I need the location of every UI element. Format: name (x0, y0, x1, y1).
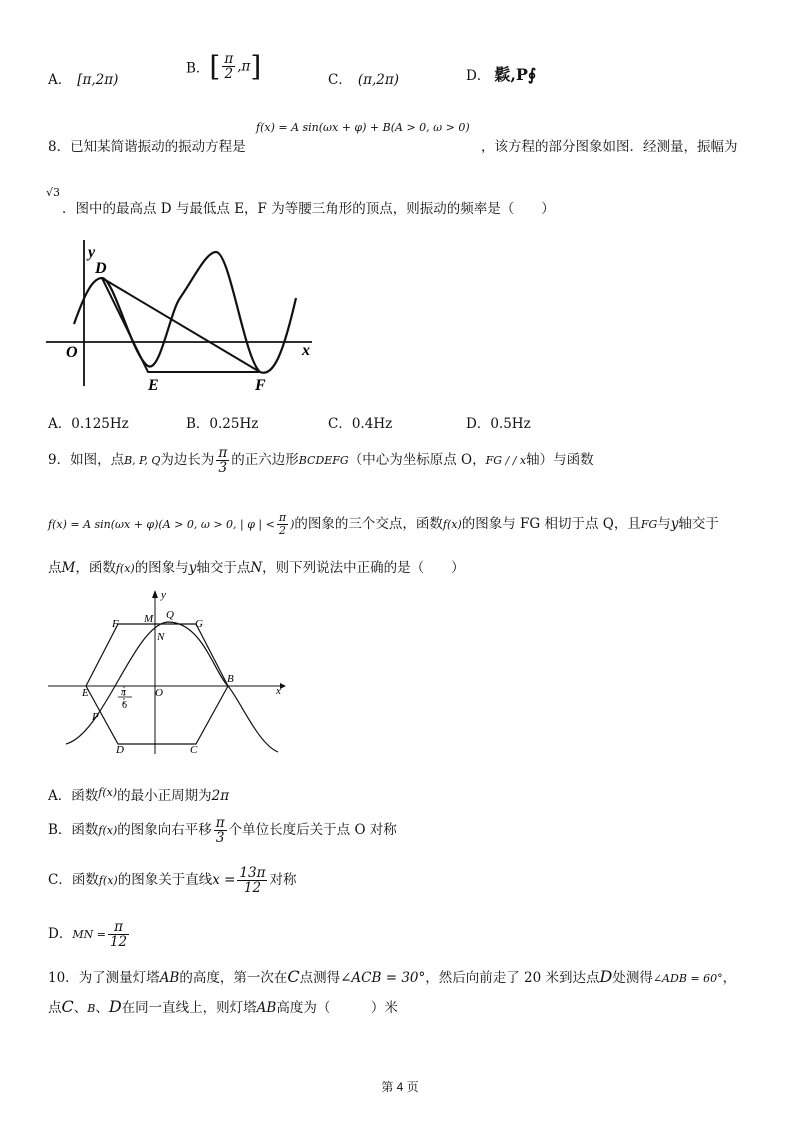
q9-line2: f(x) = A sin(ωx + φ)(A > 0, ω > 0, | φ | < $\frac{\pi}{2}$ )的图象的三个交点，函数f(x)的图象与 FG 相切于点 Q，且FG与y轴交于 (48, 511, 719, 537)
q8-label-d: D (95, 260, 107, 277)
q9-label-m: M (144, 613, 154, 625)
q9-label-q: Q (166, 609, 174, 621)
q9-label-o: O (155, 687, 163, 699)
q9-label-x: x (276, 685, 281, 697)
q8-sine-curve (74, 252, 296, 373)
page-number: 第 4 页 (381, 1080, 419, 1094)
q8-label-x: x (302, 342, 310, 359)
q9-label-e: E (82, 687, 89, 699)
q9-label-pi: π (121, 687, 127, 698)
q8-option-a: A．0.125Hz (48, 416, 129, 432)
q9-sine-curve (66, 622, 278, 752)
q8-sqrt3: √3 (46, 186, 61, 199)
q8-label-y: y (88, 244, 96, 261)
q8-line1: 8．已知某简谐振动的振动方程是 (48, 139, 246, 155)
q9-figure (44, 584, 294, 760)
q7-option-b: B．[ $\frac{\pi}{2}$ ,π] (186, 50, 262, 83)
q8-option-c: C．0.4Hz (328, 416, 393, 432)
q9-line1: 9．如图，点B, P, Q为边长为 $\frac{\pi}{3}$ 的正六边形BCDEFG（中心为坐标原点 O，FG / / x轴）与函数 (48, 444, 594, 476)
q9-label-y: y (161, 589, 166, 601)
q9-label-b: B (227, 673, 234, 685)
q9-line3: 点M，函数f(x)的图象与y轴交于点N，则下列说法中正确的是（ ） (48, 560, 465, 576)
q9-label-g: G (195, 618, 203, 630)
q9-label-f: F (112, 618, 119, 630)
q9-label-c: C (190, 744, 198, 756)
q8-option-d: D．0.5Hz (466, 416, 531, 432)
q9-label-d: D (116, 744, 124, 756)
q8-formula: f(x) = A sin(ωx + φ) + B(A > 0, ω > 0) (256, 121, 470, 134)
q10-line1: 10．为了测量灯塔AB的高度，第一次在C点测得∠ACB = 30°，然后向前走了 20 米到达点D处测得∠ADB = 60°， (48, 967, 737, 986)
q9-option-a: A．函数$^{f(x)}$的最小正周期为2π (48, 786, 230, 804)
q8-label-o: O (66, 344, 78, 361)
q9-label-n: N (157, 631, 165, 643)
q8-figure (44, 238, 334, 393)
q8-line1-after: ，该方程的部分图象如图．经测量，振幅为 (481, 139, 738, 155)
q10-line2: 点C、B、D在同一直线上，则灯塔AB高度为（ ）米 (48, 997, 398, 1016)
q9-label-p: P (92, 711, 99, 723)
q7-option-a: A． [π,2π) (48, 72, 119, 88)
q8-option-b: B．0.25Hz (186, 416, 259, 432)
q8-line2: ．图中的最高点 D 与最低点 E，F 为等腰三角形的顶点，则振动的频率是（ ） (62, 201, 555, 217)
q9-option-c: C．函数f(x)的图象关于直线x = $\frac{13\pi}{12}$ 对称 (48, 864, 297, 896)
q7-option-c: C． (π,2π) (328, 72, 400, 88)
q9-option-b: B．函数f(x)的图象向右平移 $\frac{\pi}{3}$ 个单位长度后关于点 O 对称 (48, 814, 397, 846)
q8-label-e: E (148, 377, 159, 393)
q7-option-d: D． 鬏,P∮ (466, 65, 537, 84)
q9-option-d: D．MN = $\frac{\pi}{12}$ (48, 918, 128, 950)
q9-label-six: 6 (122, 700, 127, 711)
q8-label-f: F (255, 377, 266, 393)
q8-triangle (102, 278, 260, 372)
